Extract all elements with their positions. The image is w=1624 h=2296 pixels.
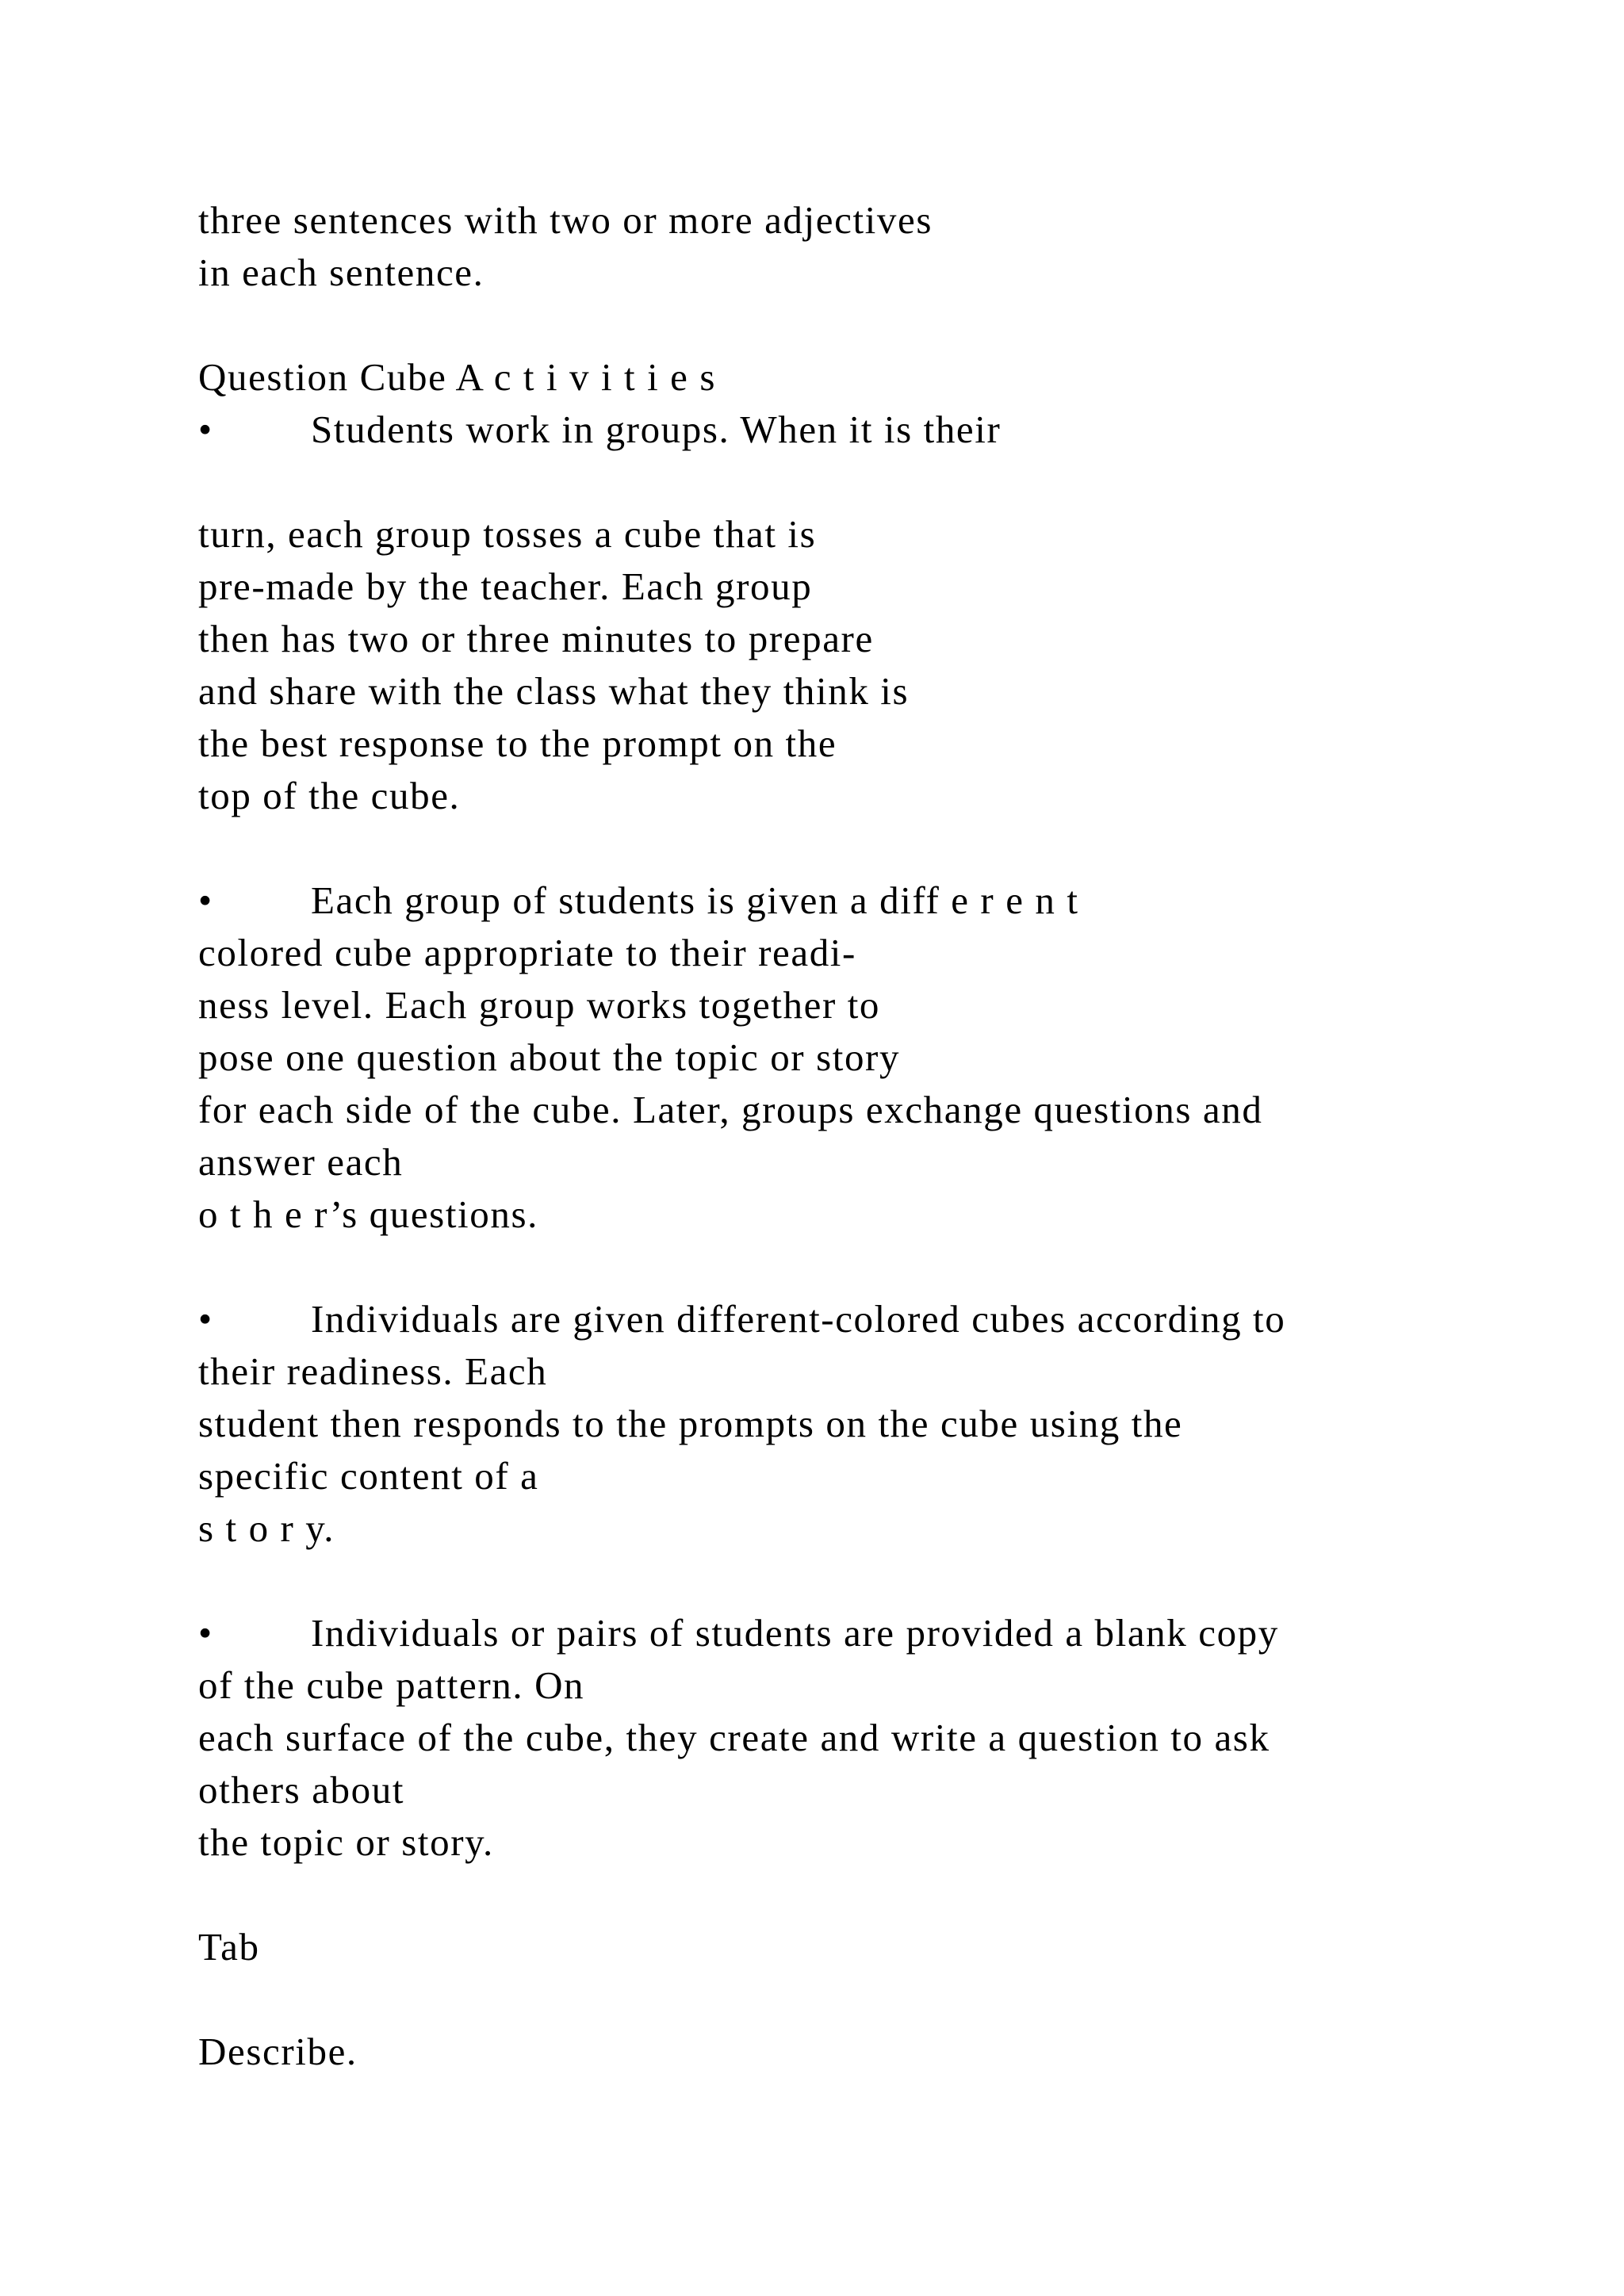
text-line: top of the cube. bbox=[198, 774, 461, 817]
text-line: ness level. Each group works together to bbox=[198, 983, 881, 1027]
blank-line bbox=[198, 1973, 1546, 2026]
text-line: turn, each group tosses a cube that is bbox=[198, 512, 817, 556]
text-line: for each side of the cube. Later, groups exchange questions and bbox=[198, 1088, 1263, 1131]
bullet-icon: • bbox=[198, 1611, 213, 1655]
bullet-text: Individuals or pairs of students are provided a blank copy bbox=[311, 1611, 1279, 1655]
bullet-icon: • bbox=[198, 1297, 213, 1341]
bullet-paragraph-line bbox=[198, 1607, 1546, 1659]
text-line: each surface of the cube, they create and write a question to ask bbox=[198, 1716, 1270, 1759]
text-line: student then responds to the prompts on the cube using the bbox=[198, 1402, 1183, 1445]
bullet-icon: • bbox=[198, 878, 213, 922]
text-line: of the cube pattern. On bbox=[198, 1663, 585, 1707]
text-line: Question Cube A c t i v i t i e s bbox=[198, 355, 717, 399]
text-line: then has two or three minutes to prepare bbox=[198, 617, 874, 660]
bullet-text: Each group of students is given a diff e r e n t bbox=[311, 878, 1079, 922]
text-line: specific content of a bbox=[198, 1454, 539, 1498]
text-line: the best response to the prompt on the bbox=[198, 721, 837, 765]
blank-line bbox=[198, 822, 1546, 874]
blank-line bbox=[198, 299, 1546, 351]
text-line: answer each bbox=[198, 1140, 404, 1184]
text-line: Tab bbox=[198, 1925, 260, 1969]
text-line: in each sentence. bbox=[198, 251, 485, 294]
bullet-paragraph-line bbox=[198, 874, 1546, 927]
text-line: and share with the class what they think is bbox=[198, 669, 910, 713]
blank-line bbox=[198, 456, 1546, 508]
blank-line bbox=[198, 1555, 1546, 1607]
text-line: the topic or story. bbox=[198, 1820, 494, 1864]
text-line: Describe. bbox=[198, 2030, 358, 2073]
text-line: o t h e r’s questions. bbox=[198, 1192, 538, 1236]
bullet-icon: • bbox=[198, 408, 213, 451]
blank-line bbox=[198, 1241, 1546, 1293]
blank-line bbox=[198, 1869, 1546, 1921]
bullet-paragraph-line bbox=[198, 404, 1546, 456]
text-line: pose one question about the topic or story bbox=[198, 1035, 901, 1079]
text-line: s t o r y. bbox=[198, 1506, 335, 1550]
text-line: others about bbox=[198, 1768, 405, 1812]
text-line: three sentences with two or more adjectives bbox=[198, 198, 933, 242]
text-line: colored cube appropriate to their readi- bbox=[198, 931, 856, 974]
document-body bbox=[198, 194, 1546, 2078]
text-line: pre-made by the teacher. Each group bbox=[198, 564, 813, 608]
bullet-paragraph-line bbox=[198, 1293, 1546, 1345]
bullet-text: Individuals are given different-colored cubes according to bbox=[311, 1297, 1286, 1341]
text-line: their readiness. Each bbox=[198, 1349, 548, 1393]
bullet-text: Students work in groups. When it is their bbox=[311, 408, 1002, 451]
